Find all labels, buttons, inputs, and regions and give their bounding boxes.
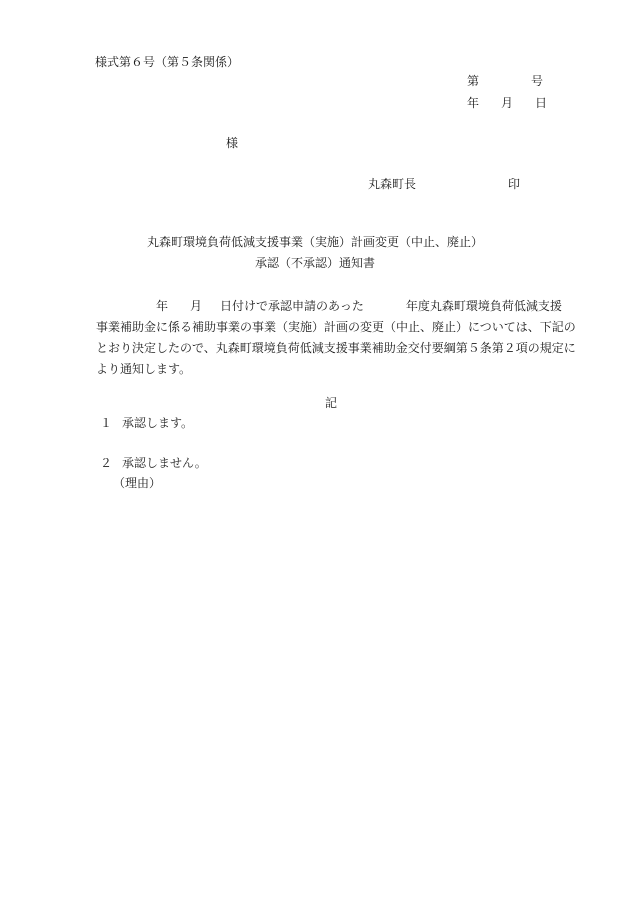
date-day: 日 [535, 96, 548, 110]
item-number: ２ [100, 456, 113, 470]
item-number: １ [100, 416, 113, 430]
body-fiscal: 年度丸森町環境負荷低減支援 [405, 299, 562, 313]
document-title-line1: 丸森町環境負荷低減支援事業（実施）計画変更（中止、廃止） [146, 235, 483, 249]
issuer [368, 178, 520, 190]
body-line-2: 事業補助金に係る補助事業の事業（実施）計画の変更（中止、廃止）については、下記の [96, 320, 576, 334]
document-number-prefix: 第 [467, 74, 480, 88]
document-number-suffix: 号 [531, 74, 544, 88]
issuer-seal: 印 [508, 177, 521, 191]
body-month: 月 [190, 299, 203, 313]
reason-label: （理由） [113, 476, 162, 490]
recipient: 様 [226, 136, 239, 150]
form-number: 様式第６号（第５条関係） [95, 55, 240, 69]
document-title-line2: 承認（不承認）通知書 [254, 256, 375, 270]
date-month: 月 [501, 96, 514, 110]
item-text: 承認しません。 [122, 456, 207, 470]
issue-date [467, 97, 547, 109]
date-year: 年 [467, 96, 480, 110]
ki-heading: 記 [324, 396, 337, 410]
body-dated: 日付けで承認申請のあった [220, 299, 364, 313]
body-line-1 [96, 296, 576, 317]
item-disapprove [100, 457, 207, 469]
item-approve [100, 417, 193, 429]
notice-body [96, 296, 576, 380]
issuer-title: 丸森町長 [368, 177, 417, 191]
body-line-4: より通知します。 [96, 362, 192, 376]
body-line-3: とおり決定したので、丸森町環境負荷低減支援事業補助金交付要綱第５条第２項の規定に [96, 341, 576, 355]
body-year: 年 [156, 299, 169, 313]
document-number [467, 75, 543, 87]
item-text: 承認します。 [122, 416, 194, 430]
